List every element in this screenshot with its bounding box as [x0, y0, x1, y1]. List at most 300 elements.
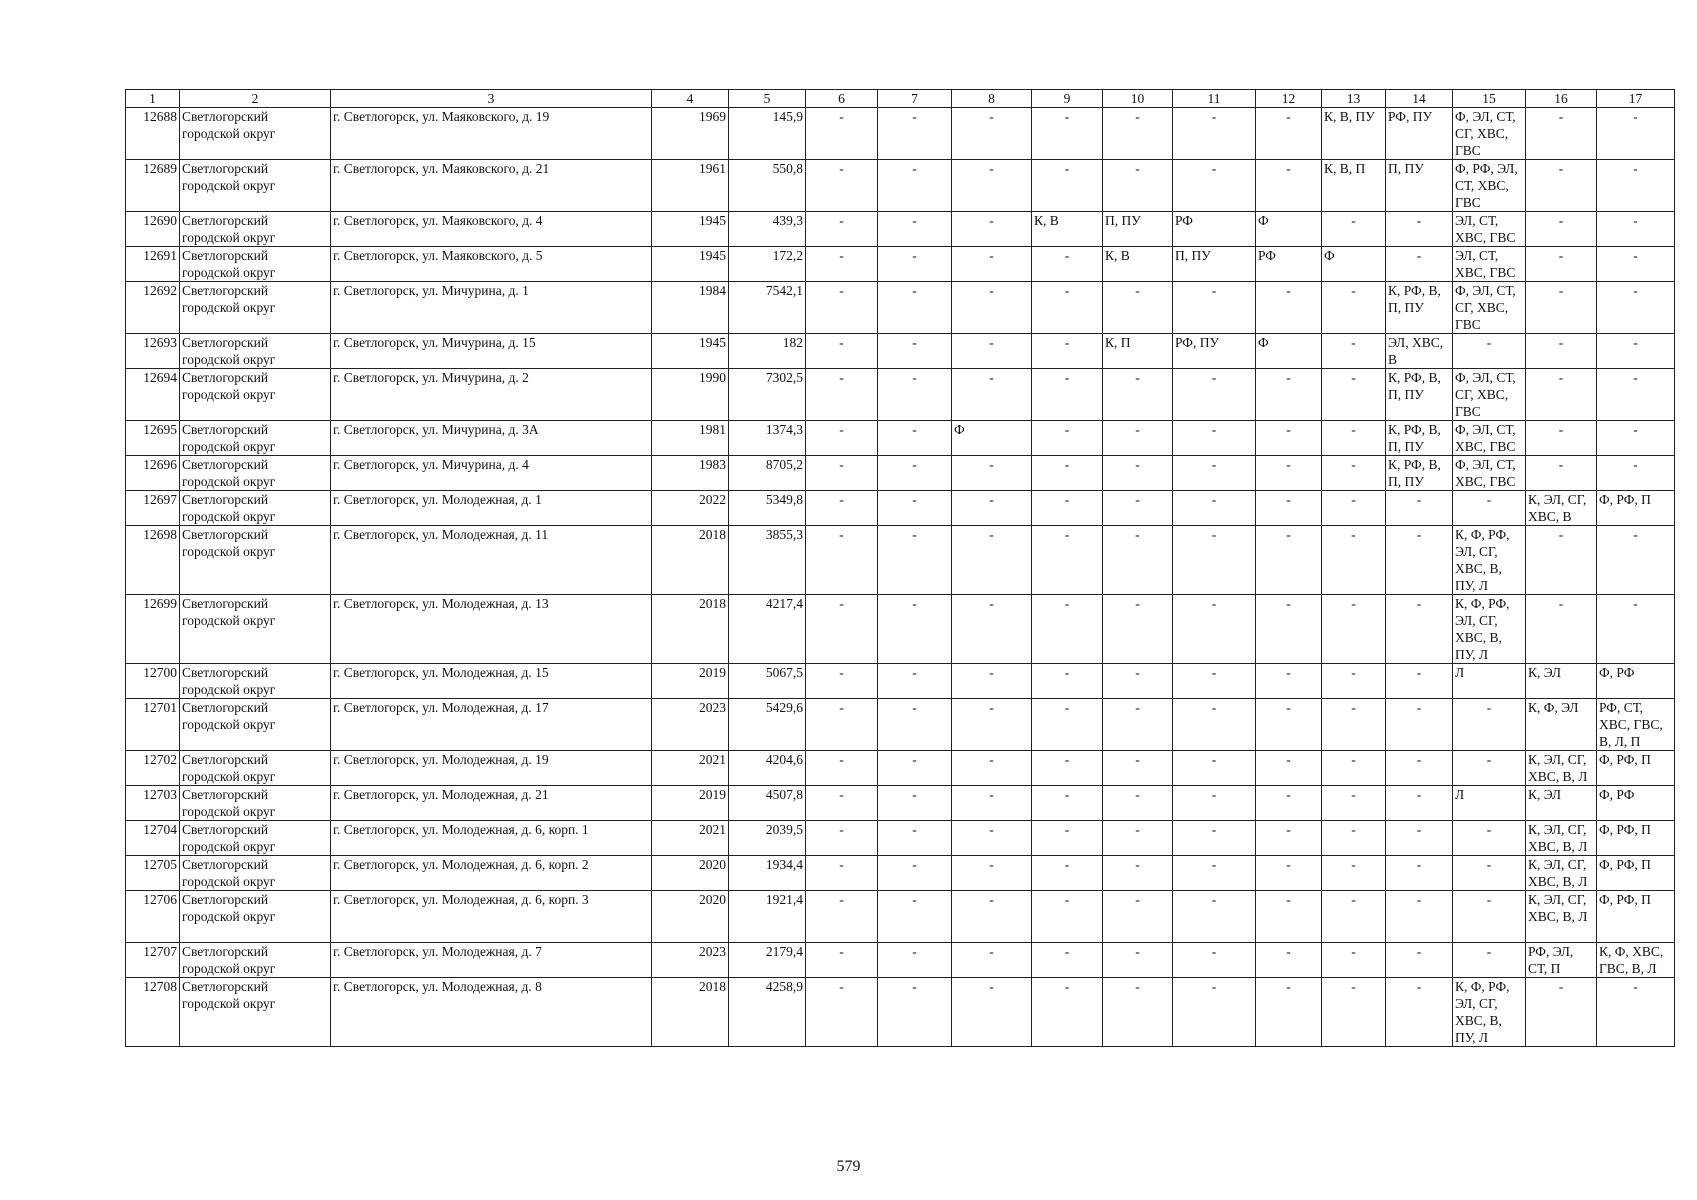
- table-cell: 12690: [126, 212, 180, 247]
- table-cell: -: [952, 856, 1032, 891]
- table-row: [126, 891, 1675, 943]
- table-cell: -: [1526, 595, 1597, 664]
- table-cell: -: [1103, 421, 1173, 456]
- table-cell: -: [1256, 369, 1322, 421]
- table-cell: г. Светлогорск, ул. Мичурина, д. 4: [331, 456, 652, 491]
- table-cell: -: [1597, 212, 1675, 247]
- table-cell: 12703: [126, 786, 180, 821]
- table-cell: 12688: [126, 108, 180, 160]
- table-cell: -: [1103, 664, 1173, 699]
- table-row: [126, 664, 1675, 699]
- table-cell: 1945: [652, 247, 729, 282]
- table-cell: 2179,4: [729, 943, 806, 978]
- table-cell: РФ, ЭЛ, СТ, П: [1526, 943, 1597, 978]
- table-cell: -: [952, 160, 1032, 212]
- table-cell: -: [1322, 595, 1386, 664]
- column-header: 1: [126, 90, 180, 108]
- table-cell: 12695: [126, 421, 180, 456]
- table-row: [126, 526, 1675, 595]
- table-cell: 2023: [652, 699, 729, 751]
- table-cell: -: [1256, 786, 1322, 821]
- table-cell: К, ЭЛ: [1526, 664, 1597, 699]
- table-cell: -: [878, 751, 952, 786]
- table-cell: -: [1032, 821, 1103, 856]
- column-header: 10: [1103, 90, 1173, 108]
- table-cell: -: [806, 595, 878, 664]
- table-cell: -: [1032, 526, 1103, 595]
- table-cell: -: [878, 595, 952, 664]
- table-cell: -: [1256, 595, 1322, 664]
- table-cell: П, ПУ: [1173, 247, 1256, 282]
- table-cell: 12697: [126, 491, 180, 526]
- table-cell: 1983: [652, 456, 729, 491]
- table-cell: г. Светлогорск, ул. Молодежная, д. 17: [331, 699, 652, 751]
- table-row: [126, 595, 1675, 664]
- table-cell: г. Светлогорск, ул. Мичурина, д. 1: [331, 282, 652, 334]
- table-cell: -: [1032, 786, 1103, 821]
- table-cell: -: [1173, 664, 1256, 699]
- table-cell: 2020: [652, 891, 729, 943]
- table-cell: -: [952, 456, 1032, 491]
- table-cell: -: [806, 247, 878, 282]
- column-header: 8: [952, 90, 1032, 108]
- table-cell: -: [952, 751, 1032, 786]
- table-cell: 1984: [652, 282, 729, 334]
- table-cell: -: [878, 699, 952, 751]
- table-cell: -: [806, 334, 878, 369]
- table-cell: -: [1453, 821, 1526, 856]
- table-cell: -: [1032, 664, 1103, 699]
- table-cell: Светлогорский городской округ: [180, 595, 331, 664]
- table-cell: -: [1322, 334, 1386, 369]
- table-cell: Ф: [1322, 247, 1386, 282]
- table-cell: -: [1386, 212, 1453, 247]
- table-cell: -: [1032, 699, 1103, 751]
- column-header: 15: [1453, 90, 1526, 108]
- table-cell: -: [1032, 891, 1103, 943]
- table-cell: -: [1526, 212, 1597, 247]
- table-cell: -: [1453, 891, 1526, 943]
- table-cell: К, Ф, ХВС, ГВС, В, Л: [1597, 943, 1675, 978]
- table-cell: 2019: [652, 664, 729, 699]
- table-cell: 12708: [126, 978, 180, 1047]
- table-cell: 2039,5: [729, 821, 806, 856]
- table-cell: К, РФ, В, П, ПУ: [1386, 456, 1453, 491]
- table-cell: -: [878, 526, 952, 595]
- table-cell: РФ: [1256, 247, 1322, 282]
- table-cell: -: [1526, 456, 1597, 491]
- table-cell: Светлогорский городской округ: [180, 943, 331, 978]
- table-cell: 12705: [126, 856, 180, 891]
- column-header: 6: [806, 90, 878, 108]
- table-cell: -: [1173, 456, 1256, 491]
- column-header: 3: [331, 90, 652, 108]
- table-cell: -: [1597, 247, 1675, 282]
- table-cell: 182: [729, 334, 806, 369]
- table-cell: -: [1386, 664, 1453, 699]
- table-cell: 145,9: [729, 108, 806, 160]
- table-row: [126, 786, 1675, 821]
- table-cell: -: [1103, 978, 1173, 1047]
- table-cell: -: [1597, 456, 1675, 491]
- table-cell: г. Светлогорск, ул. Молодежная, д. 13: [331, 595, 652, 664]
- page-number: 579: [836, 1158, 861, 1175]
- table-row: [126, 821, 1675, 856]
- table-cell: -: [1386, 786, 1453, 821]
- table-cell: -: [1322, 526, 1386, 595]
- table-cell: -: [878, 160, 952, 212]
- table-cell: -: [806, 891, 878, 943]
- table-row: [126, 456, 1675, 491]
- table-cell: г. Светлогорск, ул. Молодежная, д. 6, корп. 2: [331, 856, 652, 891]
- table-cell: -: [1256, 699, 1322, 751]
- table-cell: -: [1173, 699, 1256, 751]
- table-cell: г. Светлогорск, ул. Молодежная, д. 11: [331, 526, 652, 595]
- table-cell: -: [1386, 247, 1453, 282]
- table-cell: -: [806, 108, 878, 160]
- table-cell: Светлогорский городской округ: [180, 891, 331, 943]
- table-cell: -: [1173, 821, 1256, 856]
- table-row: [126, 978, 1675, 1047]
- table-cell: -: [806, 421, 878, 456]
- table-cell: -: [952, 334, 1032, 369]
- table-cell: -: [1103, 856, 1173, 891]
- table-row: [126, 751, 1675, 786]
- table-cell: 1961: [652, 160, 729, 212]
- table-cell: -: [1256, 821, 1322, 856]
- table-cell: 12701: [126, 699, 180, 751]
- table-row: [126, 491, 1675, 526]
- table-cell: Светлогорский городской округ: [180, 699, 331, 751]
- table-cell: -: [806, 526, 878, 595]
- column-header: 14: [1386, 90, 1453, 108]
- table-cell: 1921,4: [729, 891, 806, 943]
- column-header: 16: [1526, 90, 1597, 108]
- table-cell: 2018: [652, 526, 729, 595]
- table-cell: -: [1173, 751, 1256, 786]
- table-cell: 3855,3: [729, 526, 806, 595]
- table-cell: -: [806, 821, 878, 856]
- table-cell: Светлогорский городской округ: [180, 664, 331, 699]
- table-cell: 12706: [126, 891, 180, 943]
- table-cell: Ф, ЭЛ, СТ, СГ, ХВС, ГВС: [1453, 282, 1526, 334]
- table-cell: -: [806, 751, 878, 786]
- table-cell: Ф, ЭЛ, СТ, ХВС, ГВС: [1453, 421, 1526, 456]
- table-cell: 12692: [126, 282, 180, 334]
- table-cell: г. Светлогорск, ул. Молодежная, д. 1: [331, 491, 652, 526]
- table-cell: Светлогорский городской округ: [180, 212, 331, 247]
- table-cell: -: [1322, 699, 1386, 751]
- table-cell: 4217,4: [729, 595, 806, 664]
- table-cell: -: [1032, 108, 1103, 160]
- table-cell: -: [1322, 786, 1386, 821]
- table-cell: -: [1526, 247, 1597, 282]
- table-cell: РФ, ПУ: [1386, 108, 1453, 160]
- table-cell: -: [1526, 334, 1597, 369]
- table-cell: -: [1526, 369, 1597, 421]
- table-cell: -: [878, 108, 952, 160]
- table-cell: -: [1032, 160, 1103, 212]
- table-cell: -: [1103, 526, 1173, 595]
- table-cell: -: [1322, 856, 1386, 891]
- table-cell: -: [952, 212, 1032, 247]
- table-cell: -: [1103, 891, 1173, 943]
- table-cell: -: [1453, 334, 1526, 369]
- table-cell: -: [1597, 369, 1675, 421]
- table-cell: -: [1103, 160, 1173, 212]
- table-cell: Ф, ЭЛ, СТ, ХВС, ГВС: [1453, 456, 1526, 491]
- table-cell: -: [1173, 421, 1256, 456]
- table-row: [126, 160, 1675, 212]
- table-row: [126, 943, 1675, 978]
- table-cell: ЭЛ, СТ, ХВС, ГВС: [1453, 247, 1526, 282]
- table-cell: г. Светлогорск, ул. Молодежная, д. 6, корп. 3: [331, 891, 652, 943]
- table-row: [126, 699, 1675, 751]
- table-cell: -: [878, 786, 952, 821]
- table-cell: 1934,4: [729, 856, 806, 891]
- table-cell: г. Светлогорск, ул. Маяковского, д. 4: [331, 212, 652, 247]
- table-cell: -: [806, 160, 878, 212]
- table-cell: -: [952, 664, 1032, 699]
- table-cell: -: [1173, 282, 1256, 334]
- table-cell: 1945: [652, 212, 729, 247]
- table-cell: -: [952, 491, 1032, 526]
- table-cell: К, ЭЛ, СГ, ХВС, В: [1526, 491, 1597, 526]
- table-cell: Ф: [1256, 334, 1322, 369]
- table-cell: 550,8: [729, 160, 806, 212]
- table-cell: -: [1597, 160, 1675, 212]
- table-cell: -: [1597, 334, 1675, 369]
- table-row: [126, 334, 1675, 369]
- table-cell: К, В, П: [1322, 160, 1386, 212]
- table-cell: -: [1322, 369, 1386, 421]
- table-cell: -: [1032, 491, 1103, 526]
- table-cell: 12694: [126, 369, 180, 421]
- table-cell: -: [1322, 751, 1386, 786]
- table-cell: -: [952, 978, 1032, 1047]
- table-cell: -: [878, 491, 952, 526]
- table-cell: К, ЭЛ: [1526, 786, 1597, 821]
- table-cell: -: [878, 212, 952, 247]
- table-cell: -: [1322, 282, 1386, 334]
- table-cell: г. Светлогорск, ул. Мичурина, д. 3А: [331, 421, 652, 456]
- table-cell: 439,3: [729, 212, 806, 247]
- table-cell: -: [806, 456, 878, 491]
- table-cell: К, ЭЛ, СГ, ХВС, В, Л: [1526, 891, 1597, 943]
- table-cell: 12699: [126, 595, 180, 664]
- table-cell: -: [1526, 421, 1597, 456]
- table-cell: -: [1032, 456, 1103, 491]
- table-cell: -: [1322, 456, 1386, 491]
- table-cell: 4258,9: [729, 978, 806, 1047]
- table-cell: -: [1173, 160, 1256, 212]
- table-cell: -: [1597, 421, 1675, 456]
- table-cell: г. Светлогорск, ул. Молодежная, д. 15: [331, 664, 652, 699]
- table-cell: -: [1386, 751, 1453, 786]
- table-cell: 12693: [126, 334, 180, 369]
- table-cell: К, РФ, В, П, ПУ: [1386, 282, 1453, 334]
- table-cell: -: [1103, 595, 1173, 664]
- table-row: [126, 282, 1675, 334]
- table-cell: П, ПУ: [1386, 160, 1453, 212]
- table-cell: -: [1453, 491, 1526, 526]
- table-cell: -: [1103, 369, 1173, 421]
- table-cell: 7542,1: [729, 282, 806, 334]
- table-cell: -: [878, 891, 952, 943]
- header-row: [126, 90, 1675, 108]
- table-cell: 2023: [652, 943, 729, 978]
- table-cell: 12691: [126, 247, 180, 282]
- table-cell: -: [1103, 456, 1173, 491]
- table-cell: Светлогорский городской округ: [180, 526, 331, 595]
- table-cell: -: [1386, 595, 1453, 664]
- table-cell: -: [1256, 421, 1322, 456]
- table-cell: -: [806, 978, 878, 1047]
- table-cell: 12707: [126, 943, 180, 978]
- table-cell: Ф, РФ, П: [1597, 891, 1675, 943]
- table-cell: Ф: [952, 421, 1032, 456]
- table-cell: -: [1032, 856, 1103, 891]
- table-cell: -: [952, 595, 1032, 664]
- table-row: [126, 247, 1675, 282]
- table-cell: РФ, СТ, ХВС, ГВС, В, Л, П: [1597, 699, 1675, 751]
- table-cell: г. Светлогорск, ул. Молодежная, д. 21: [331, 786, 652, 821]
- table-cell: -: [878, 247, 952, 282]
- column-header: 11: [1173, 90, 1256, 108]
- table-cell: -: [952, 369, 1032, 421]
- table-cell: -: [1526, 282, 1597, 334]
- table-cell: Светлогорский городской округ: [180, 978, 331, 1047]
- table-cell: 12698: [126, 526, 180, 595]
- table-cell: -: [1032, 421, 1103, 456]
- table-cell: -: [1173, 526, 1256, 595]
- table-cell: Ф, ЭЛ, СТ, СГ, ХВС, ГВС: [1453, 369, 1526, 421]
- table-cell: г. Светлогорск, ул. Маяковского, д. 21: [331, 160, 652, 212]
- table-cell: -: [1322, 212, 1386, 247]
- table-cell: -: [1256, 891, 1322, 943]
- table-cell: -: [1386, 856, 1453, 891]
- table-cell: К, Ф, РФ, ЭЛ, СГ, ХВС, В, ПУ, Л: [1453, 526, 1526, 595]
- table-cell: -: [1386, 943, 1453, 978]
- table-cell: г. Светлогорск, ул. Молодежная, д. 19: [331, 751, 652, 786]
- table-cell: -: [1032, 978, 1103, 1047]
- table-cell: -: [806, 943, 878, 978]
- table-cell: 1969: [652, 108, 729, 160]
- table-cell: 2022: [652, 491, 729, 526]
- table-cell: 2020: [652, 856, 729, 891]
- table-cell: Светлогорский городской округ: [180, 786, 331, 821]
- table-cell: -: [1597, 282, 1675, 334]
- table-cell: 4204,6: [729, 751, 806, 786]
- column-header: 7: [878, 90, 952, 108]
- table-cell: Ф, РФ, П: [1597, 491, 1675, 526]
- table-cell: П, ПУ: [1103, 212, 1173, 247]
- table-cell: К, Ф, ЭЛ: [1526, 699, 1597, 751]
- table-cell: -: [1322, 891, 1386, 943]
- table-cell: -: [1173, 108, 1256, 160]
- table-cell: -: [806, 786, 878, 821]
- table-cell: -: [1256, 526, 1322, 595]
- table-cell: Ф, РФ, П: [1597, 821, 1675, 856]
- table-cell: Ф, РФ, ЭЛ, СТ, ХВС, ГВС: [1453, 160, 1526, 212]
- table-cell: -: [1256, 943, 1322, 978]
- table-cell: г. Светлогорск, ул. Мичурина, д. 15: [331, 334, 652, 369]
- table-cell: г. Светлогорск, ул. Маяковского, д. 19: [331, 108, 652, 160]
- table-cell: -: [1173, 595, 1256, 664]
- table-cell: К, В: [1103, 247, 1173, 282]
- table-cell: -: [1322, 664, 1386, 699]
- table-body: [126, 108, 1675, 1047]
- table-cell: -: [806, 491, 878, 526]
- table-cell: -: [952, 108, 1032, 160]
- table-cell: -: [806, 699, 878, 751]
- table-cell: -: [1386, 526, 1453, 595]
- column-header: 9: [1032, 90, 1103, 108]
- table-cell: 2021: [652, 821, 729, 856]
- table-cell: К, Ф, РФ, ЭЛ, СГ, ХВС, В, ПУ, Л: [1453, 595, 1526, 664]
- table-cell: Светлогорский городской округ: [180, 334, 331, 369]
- column-header: 5: [729, 90, 806, 108]
- table-cell: -: [1386, 891, 1453, 943]
- table-cell: Светлогорский городской округ: [180, 421, 331, 456]
- table-cell: -: [1103, 751, 1173, 786]
- table-cell: 4507,8: [729, 786, 806, 821]
- table-cell: -: [1032, 369, 1103, 421]
- table-cell: -: [1526, 108, 1597, 160]
- table-cell: -: [806, 282, 878, 334]
- table-cell: Ф, РФ: [1597, 664, 1675, 699]
- table-cell: 5067,5: [729, 664, 806, 699]
- table-row: [126, 421, 1675, 456]
- table-cell: -: [878, 421, 952, 456]
- table-cell: К, ЭЛ, СГ, ХВС, В, Л: [1526, 856, 1597, 891]
- table-cell: -: [1173, 856, 1256, 891]
- table-cell: -: [1256, 456, 1322, 491]
- table-cell: -: [1256, 108, 1322, 160]
- table-cell: Светлогорский городской округ: [180, 821, 331, 856]
- table-cell: 172,2: [729, 247, 806, 282]
- table-cell: г. Светлогорск, ул. Маяковского, д. 5: [331, 247, 652, 282]
- table-cell: К, П: [1103, 334, 1173, 369]
- table-cell: -: [1256, 491, 1322, 526]
- table-row: [126, 212, 1675, 247]
- table-cell: -: [1103, 699, 1173, 751]
- table-cell: -: [952, 247, 1032, 282]
- table-cell: Светлогорский городской округ: [180, 282, 331, 334]
- table-cell: г. Светлогорск, ул. Молодежная, д. 7: [331, 943, 652, 978]
- table-cell: -: [1453, 751, 1526, 786]
- table-cell: -: [1256, 160, 1322, 212]
- table-cell: -: [1032, 943, 1103, 978]
- table-cell: -: [1597, 108, 1675, 160]
- table-cell: РФ: [1173, 212, 1256, 247]
- table-cell: -: [1322, 978, 1386, 1047]
- table-cell: -: [806, 369, 878, 421]
- table-cell: -: [952, 891, 1032, 943]
- table-cell: -: [1173, 943, 1256, 978]
- table-cell: 12689: [126, 160, 180, 212]
- table-cell: Л: [1453, 786, 1526, 821]
- table-cell: г. Светлогорск, ул. Молодежная, д. 8: [331, 978, 652, 1047]
- table-cell: -: [1256, 978, 1322, 1047]
- table-cell: г. Светлогорск, ул. Мичурина, д. 2: [331, 369, 652, 421]
- table-cell: -: [1386, 491, 1453, 526]
- table-cell: 5349,8: [729, 491, 806, 526]
- table-cell: -: [952, 699, 1032, 751]
- table-cell: 5429,6: [729, 699, 806, 751]
- table-cell: -: [878, 334, 952, 369]
- table-cell: -: [1322, 821, 1386, 856]
